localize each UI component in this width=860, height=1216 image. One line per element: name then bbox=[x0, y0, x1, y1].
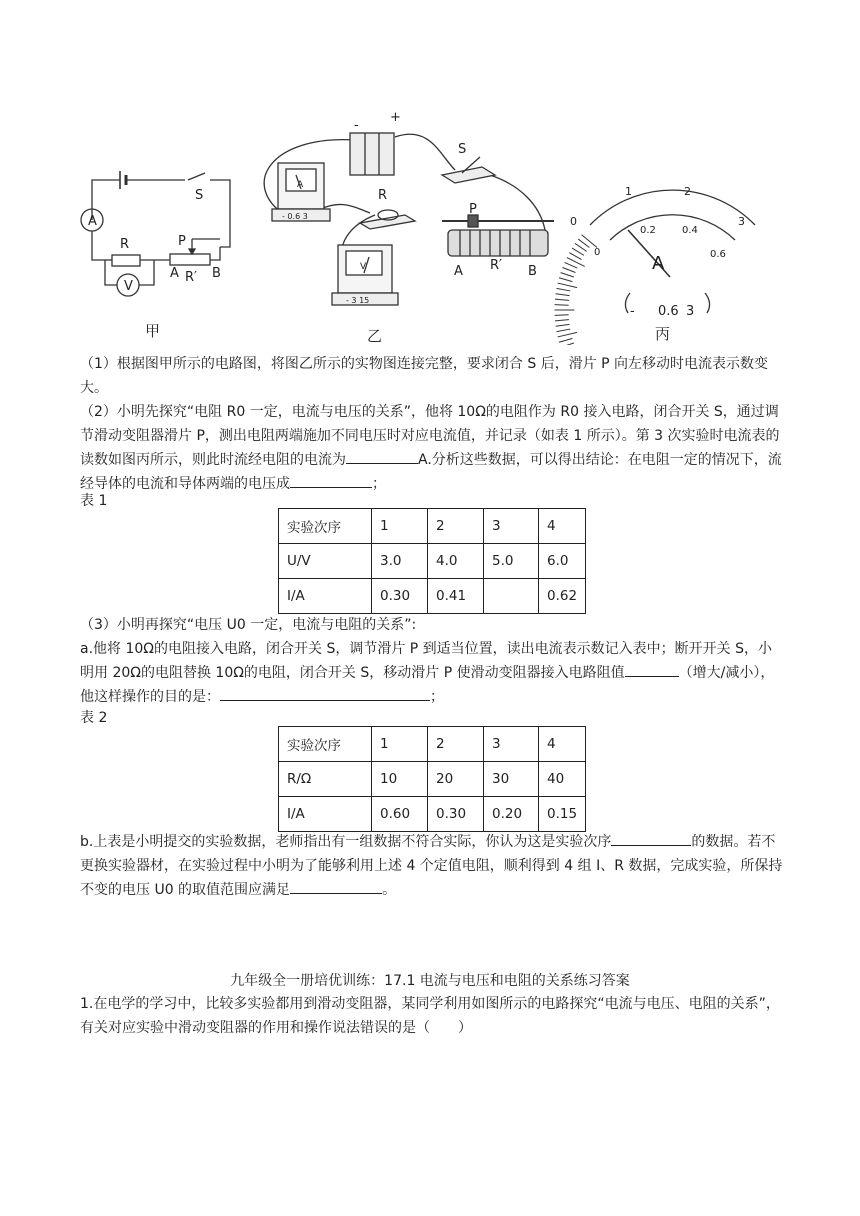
jia-label-slider: P bbox=[178, 234, 186, 249]
yi-label-switch: S bbox=[458, 142, 467, 157]
dial-outer-2: 2 bbox=[684, 185, 691, 198]
table-cell: 4 bbox=[539, 727, 586, 762]
yi-label-minus: - bbox=[354, 118, 359, 133]
table-1 bbox=[278, 508, 586, 614]
dial-tick bbox=[561, 273, 574, 277]
dial-inner-2: 0.4 bbox=[682, 225, 698, 236]
question-3-title-text: （3）小明再探究“电压 U0 一定，电流与电阻的关系”: bbox=[80, 617, 417, 633]
answer-blank-trial[interactable] bbox=[611, 831, 691, 846]
yi-label-resistor: R bbox=[378, 188, 388, 203]
table-cell: 1 bbox=[372, 509, 428, 544]
dial-terminal-3: 3 bbox=[686, 304, 695, 319]
figures-row bbox=[70, 105, 800, 345]
circuit-diagram-jia bbox=[81, 171, 230, 296]
yi-ammeter-face: A bbox=[297, 180, 304, 190]
answer-blank-range[interactable] bbox=[290, 879, 382, 894]
dial-tick bbox=[582, 235, 597, 248]
table-row bbox=[279, 762, 586, 797]
table-cell: 实验次序 bbox=[279, 727, 372, 762]
caption-bing: 丙 bbox=[655, 325, 671, 343]
jia-label-end-b: B bbox=[212, 266, 221, 281]
yi-label-plus: + bbox=[390, 110, 401, 125]
dial-tick-marks bbox=[555, 235, 597, 345]
dial-tick bbox=[558, 332, 577, 337]
table-2 bbox=[278, 726, 586, 832]
dial-tick bbox=[569, 253, 581, 260]
jia-label-resistor: R bbox=[120, 237, 130, 252]
table-cell: 10 bbox=[372, 762, 428, 797]
answer-blank-current[interactable] bbox=[346, 449, 418, 464]
dial-tick bbox=[555, 320, 569, 321]
table-cell: 0.20 bbox=[484, 797, 539, 832]
table-cell: 0.60 bbox=[372, 797, 428, 832]
table-cell: 20 bbox=[428, 762, 484, 797]
circuit-figures bbox=[70, 105, 800, 345]
question-3-title bbox=[80, 613, 785, 637]
dial-tick bbox=[562, 267, 575, 272]
table-row bbox=[279, 579, 586, 614]
table-cell: 3 bbox=[484, 727, 539, 762]
table-1-label: 表 1 bbox=[80, 493, 108, 509]
table-cell: 1 bbox=[372, 727, 428, 762]
dial-tick bbox=[559, 338, 572, 342]
table-cell: U/V bbox=[279, 544, 372, 579]
question-3a bbox=[80, 637, 785, 709]
dial-tick bbox=[556, 329, 570, 332]
table-cell: 40 bbox=[539, 762, 586, 797]
question-2-text-a: （2）小明先探究“电阻 R0 一定，电流与电压的关系”，他将 10Ω的电阻作为 R0 接入电路，闭合开关 S，通过调节滑动变阻器滑片 P，测出电阻两端施加不同电压时对应电流值，并记录（如表 1 所示）。第 3 次实验时电流表的读数如图丙所示，则此时流经电阻的电流为 bbox=[80, 404, 780, 468]
table-cell: 0.41 bbox=[428, 579, 484, 614]
answer-blank-purpose[interactable] bbox=[220, 686, 430, 701]
yi-voltmeter-terminals: - 3 15 bbox=[346, 296, 370, 305]
answer-blank-change[interactable] bbox=[625, 662, 679, 677]
table-cell: 6.0 bbox=[539, 544, 586, 579]
dial-outer-1: 1 bbox=[625, 185, 632, 198]
question-3b bbox=[80, 830, 785, 902]
table-cell: 2 bbox=[428, 509, 484, 544]
yi-label-end-b: B bbox=[528, 264, 537, 279]
table-cell: 0.15 bbox=[539, 797, 586, 832]
table-row bbox=[279, 544, 586, 579]
yi-ammeter-terminals: - 0.6 3 bbox=[282, 212, 308, 221]
table-cell: 0.62 bbox=[539, 579, 586, 614]
dial-tick bbox=[556, 288, 570, 291]
ammeter-dial-bing bbox=[590, 190, 755, 313]
table-cell: 3 bbox=[484, 509, 539, 544]
jia-label-voltmeter: V bbox=[124, 279, 133, 294]
yi-label-end-a: A bbox=[454, 264, 463, 279]
jia-label-end-a: A bbox=[170, 266, 179, 281]
dial-terminal-06: 0.6 bbox=[658, 304, 679, 319]
question-3b-text-3: 。 bbox=[382, 882, 397, 898]
question-2-text-b: A.分析这些数据，可以得出结论：在电阻一定的情况下，流经导体的电流和导体两端的电压成 bbox=[80, 452, 782, 492]
dial-outer-3: 3 bbox=[738, 215, 745, 228]
question-2-text-c: ； bbox=[372, 476, 386, 492]
dial-terminal-minus: - bbox=[630, 304, 635, 319]
question-3a-text-1: a.他将 10Ω的电阻接入电路，闭合开关 S，调节滑片 P 到适当位置，读出电流表示数记入表中；断开开关 S，小明用 20Ω的电阻替换 10Ω的电阻，闭合开关 S，移动滑片 P 使滑动变阻器接入电路阻值 bbox=[80, 641, 773, 681]
rheostat-symbol bbox=[170, 254, 210, 265]
dial-unit: A bbox=[652, 253, 665, 274]
table-cell: 0.30 bbox=[428, 797, 484, 832]
question-2 bbox=[80, 400, 785, 496]
table-cell-empty bbox=[484, 579, 539, 614]
table-cell: 2 bbox=[428, 727, 484, 762]
table-cell: 4.0 bbox=[428, 544, 484, 579]
table-2-label: 表 2 bbox=[80, 710, 108, 726]
dial-inner-1: 0.2 bbox=[640, 225, 656, 236]
table-cell: 5.0 bbox=[484, 544, 539, 579]
question-3b-text-1: b.上表是小明提交的实验数据，老师指出有一组数据不符合实际，你认为这是实验次序 bbox=[80, 834, 612, 850]
dial-tick bbox=[555, 299, 569, 300]
table-cell: I/A bbox=[279, 579, 372, 614]
answer-question-1-text: 1.在电学的学习中，比较多实验都用到滑动变阻器，某同学利用如图所示的电路探究“电流与电压、电阻的关系”，有关对应实验中滑动变阻器的作用和操作说法错误的是（ ） bbox=[80, 996, 780, 1036]
dial-tick bbox=[555, 315, 569, 316]
dial-inner-0: 0 bbox=[594, 247, 601, 258]
yi-label-slider: P bbox=[469, 202, 477, 217]
yi-label-rheostat: R′ bbox=[490, 258, 502, 273]
dial-inner-3: 0.6 bbox=[710, 249, 726, 260]
dial-tick bbox=[555, 305, 569, 306]
table-cell: I/A bbox=[279, 797, 372, 832]
table-row bbox=[279, 509, 586, 544]
dial-tick bbox=[559, 278, 572, 282]
table-cell: 0.30 bbox=[372, 579, 428, 614]
jia-label-switch: S bbox=[195, 188, 204, 203]
question-1-text: （1）根据图甲所示的电路图，将图乙所示的实物图连接完整，要求闭合 S 后，滑片 P 向左移动时电流表示数变大。 bbox=[80, 356, 769, 396]
dial-tick bbox=[565, 262, 578, 268]
answer-blank-relation[interactable] bbox=[290, 473, 372, 488]
dial-outer-0: 0 bbox=[570, 215, 577, 228]
yi-voltmeter-face: V bbox=[360, 262, 367, 272]
question-3a-text-3: ； bbox=[430, 689, 444, 705]
caption-jia: 甲 bbox=[145, 322, 161, 340]
table-cell: R/Ω bbox=[279, 762, 372, 797]
table-cell: 30 bbox=[484, 762, 539, 797]
jia-label-rheostat: R′ bbox=[185, 270, 197, 285]
dial-tick bbox=[572, 248, 584, 255]
resistor-symbol bbox=[112, 255, 140, 266]
answer-question-1 bbox=[80, 992, 785, 1040]
table-row bbox=[279, 797, 586, 832]
question-3a-text-2: （增大/减小），他这样操作的目的是： bbox=[80, 665, 775, 705]
table-cell: 实验次序 bbox=[279, 509, 372, 544]
table-row bbox=[279, 727, 586, 762]
jia-label-ammeter: A bbox=[88, 214, 97, 229]
question-3b-text-2: 的数据。若不更换实验器材，在实验过程中小明为了能够利用上述 4 个定值电阻，顺利得到 4 组 I、R 数据，完成实验，所保持不变的电压 U0 的取值范围应满足 bbox=[80, 834, 783, 898]
dial-tick bbox=[558, 283, 577, 288]
question-1 bbox=[80, 352, 785, 400]
table-cell: 3.0 bbox=[372, 544, 428, 579]
dial-tick bbox=[556, 324, 570, 326]
dial-tick bbox=[561, 343, 574, 345]
table-cell: 4 bbox=[539, 509, 586, 544]
answer-section-title: 九年级全一册培优训练：17.1 电流与电压和电阻的关系练习答案 bbox=[230, 973, 630, 989]
caption-yi: 乙 bbox=[367, 327, 383, 345]
dial-tick bbox=[556, 294, 570, 296]
